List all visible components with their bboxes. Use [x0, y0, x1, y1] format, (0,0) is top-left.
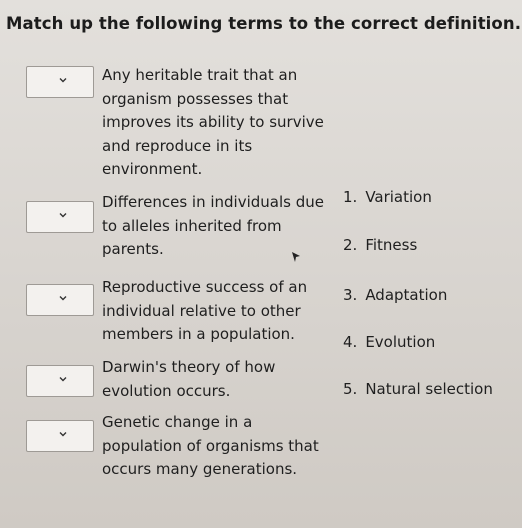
term-label: Natural selection	[365, 380, 493, 398]
question-title: Match up the following terms to the correct definition.	[6, 14, 522, 33]
definition-5-text: Genetic change in a population of organisms that occurs many generations.	[102, 413, 319, 479]
chevron-down-icon	[58, 374, 68, 384]
definition-3-text: Reproductive success of an individual relative to other members in a population.	[102, 278, 308, 344]
chevron-down-icon	[58, 210, 68, 220]
definition-1-dropdown[interactable]	[26, 66, 94, 98]
term-number: 5.	[343, 380, 358, 398]
mouse-cursor-icon	[292, 252, 300, 262]
definition-5-dropdown[interactable]	[26, 420, 94, 452]
definition-3-dropdown[interactable]	[26, 284, 94, 316]
term-label: Adaptation	[365, 286, 448, 304]
definition-1-text: Any heritable trait that an organism possesses that improves its ability to survive and reproduce in its environment.	[102, 66, 324, 179]
term-1	[343, 188, 432, 206]
definition-2-dropdown[interactable]	[26, 201, 94, 233]
term-2	[343, 236, 417, 254]
term-number: 2.	[343, 236, 358, 254]
chevron-down-icon	[58, 429, 68, 439]
chevron-down-icon	[58, 75, 68, 85]
term-5	[343, 380, 493, 398]
chevron-down-icon	[58, 293, 68, 303]
term-label: Fitness	[365, 236, 418, 254]
term-label: Variation	[365, 188, 432, 206]
term-number: 4.	[343, 333, 358, 351]
term-number: 1.	[343, 188, 358, 206]
term-label: Evolution	[365, 333, 436, 351]
term-3	[343, 286, 447, 304]
term-number: 3.	[343, 286, 358, 304]
definition-4-dropdown[interactable]	[26, 365, 94, 397]
definition-2-text: Differences in individuals due to alleles inherited from parents.	[102, 193, 324, 259]
definition-4-text: Darwin's theory of how evolution occurs.	[102, 358, 276, 400]
term-4	[343, 333, 435, 351]
